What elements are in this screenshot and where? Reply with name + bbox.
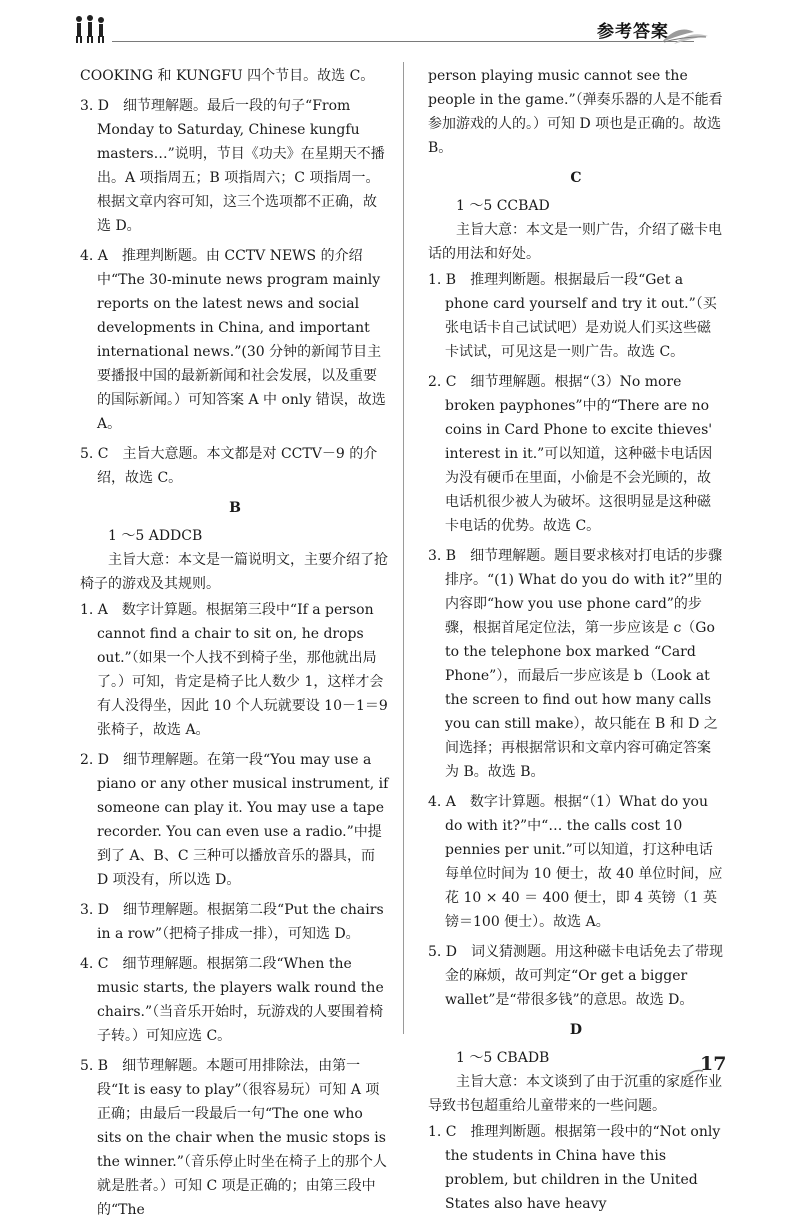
continued-paragraph: person playing music cannot see the people in the game.”（弹奏乐器的人是不能看参加游戏的人的。）可知 D 项也是正确的。故选 B。: [428, 68, 723, 156]
answer-explanation: 3. B 细节理解题。题目要求核对打电话的步骤排序。“(1) What do you do with it?”里的内容即“how you use phone card”的步骤，根据首尾定位法，第一步应该是 c（Go to the telephone box marked “Card Phone”），而最后一步应该是 b（Look at the screen to find out how many calls you can still make），故只能在 B 和 D 之间选择；再根据常识和文章内容可确定答案为 B。故选 B。: [428, 548, 723, 780]
left-column: [80, 64, 390, 1228]
answer-key: 1 ～5 CCBAD: [456, 198, 550, 214]
footer-swoosh-icon: [686, 1068, 704, 1078]
running-figures-icon: [74, 14, 108, 44]
answer-explanation: 2. C 细节理解题。根据“（3）No more broken payphones”中的“There are no coins in Card Phone to excite thieves' interest in it.”可以知道，这种磁卡电话因为没有硬币在里面，小偷是不会光顾的，故电话机很少被人为破坏。这很明显是这种磁卡电话的优势。故选 C。: [428, 374, 713, 534]
section-heading: B: [229, 500, 241, 516]
answer-explanation: 5. B 细节理解题。本题可用排除法，由第一段“It is easy to play”（很容易玩）可知 A 项正确；由最后一段最后一句“The one who sits on the chair when the music stops is the winner.”（音乐停止时坐在椅子上的那个人就是胜者。）可知 C 项是正确的；由第三段中的“The: [80, 1058, 387, 1218]
page-number: 17: [700, 1053, 727, 1075]
answer-explanation: 1. B 推理判断题。根据最后一段“Get a phone card yourself and try it out.”（买张电话卡自己试试吧）是劝说人们买这些磁卡试试，可见这是一则广告。故选 C。: [428, 272, 717, 360]
answer-explanation: 1. A 数字计算题。根据第三段中“If a person cannot find a chair to sit on, he drops out.”（如果一个人找不到椅子坐，那他就出局了。）可知，肯定是椅子比人数少 1，这样才会有人没得坐，因此 10 个人玩就要设 10－1＝9 张椅子，故选 A。: [80, 602, 388, 738]
page-header: [0, 0, 800, 60]
answer-explanation: 4. A 推理判断题。由 CCTV NEWS 的介绍中“The 30-minute news program mainly reports on the latest news and social developments in China, and important international news.”(30 分钟的新闻节目主要播报中国的最新新闻和社会发展，以及重要的国际新闻。）可知答案 A 中 only 错误，故选 A。: [80, 248, 386, 432]
section-heading: C: [570, 170, 582, 186]
continued-paragraph: COOKING 和 KUNGFU 四个节目。故选 C。: [80, 68, 375, 84]
answer-explanation: 5. C 主旨大意题。本文都是对 CCTV－9 的介绍，故选 C。: [80, 446, 378, 486]
answer-explanation: 2. D 细节理解题。在第一段“You may use a piano or any other musical instrument, if someone can play it. You may use a tape recorder. You can even use a radio.”中提到了 A、B、C 三种可以播放音乐的器具，而 D 项没有，所以选 D。: [80, 752, 389, 888]
leaf-ornament-icon: [660, 22, 710, 46]
header-title: 参考答案: [597, 22, 669, 42]
answer-explanation: 4. A 数字计算题。根据“（1）What do you do with it?”中“… the calls cost 10 pennies per unit.”可以知道，打这种电话每单位时间为 10 便士，故 40 单位时间，应花 10 × 40 ＝ 400 便士，即 4 英镑（1 英镑＝100 便士）。故选 A。: [428, 794, 723, 930]
answer-explanation: 3. D 细节理解题。最后一段的句子“From Monday to Saturday, Chinese kungfu masters…”说明，节目《功夫》在星期天不播出。A 项指周五；B 项指周六；C 项指周一。根据文章内容可知，这三个选项都不正确，故选 D。: [80, 98, 385, 234]
answer-explanation: 1. C 推理判断题。根据第一段中的“Not only the students in China have this problem, but children in the United States also have heavy: [428, 1124, 721, 1212]
main-idea-paragraph: 主旨大意：本文是一则广告，介绍了磁卡电话的用法和好处。: [428, 222, 722, 262]
main-idea-paragraph: 主旨大意：本文谈到了由于沉重的家庭作业导致书包超重给儿童带来的一些问题。: [428, 1074, 722, 1114]
answer-explanation: 4. C 细节理解题。根据第二段“When the music starts, the players walk round the chairs.”（当音乐开始时，玩游戏的人要围着椅子转。）可知应选 C。: [80, 956, 384, 1044]
section-heading: D: [569, 1022, 583, 1038]
answer-key: 1 ～5 ADDCB: [108, 528, 203, 544]
column-divider: [403, 62, 404, 1034]
answer-explanation: 5. D 词义猜测题。用这种磁卡电话免去了带现金的麻烦，故可判定“Or get a bigger wallet”是“带很多钱”的意思。故选 D。: [428, 944, 724, 1008]
main-idea-paragraph: 主旨大意：本文是一篇说明文，主要介绍了抢椅子的游戏及其规则。: [80, 552, 388, 592]
answer-explanation: 3. D 细节理解题。根据第二段“Put the chairs in a row”（把椅子排成一排），可知选 D。: [80, 902, 384, 942]
right-column: [428, 64, 727, 1222]
answer-key: 1 ～5 CBADB: [456, 1050, 550, 1066]
